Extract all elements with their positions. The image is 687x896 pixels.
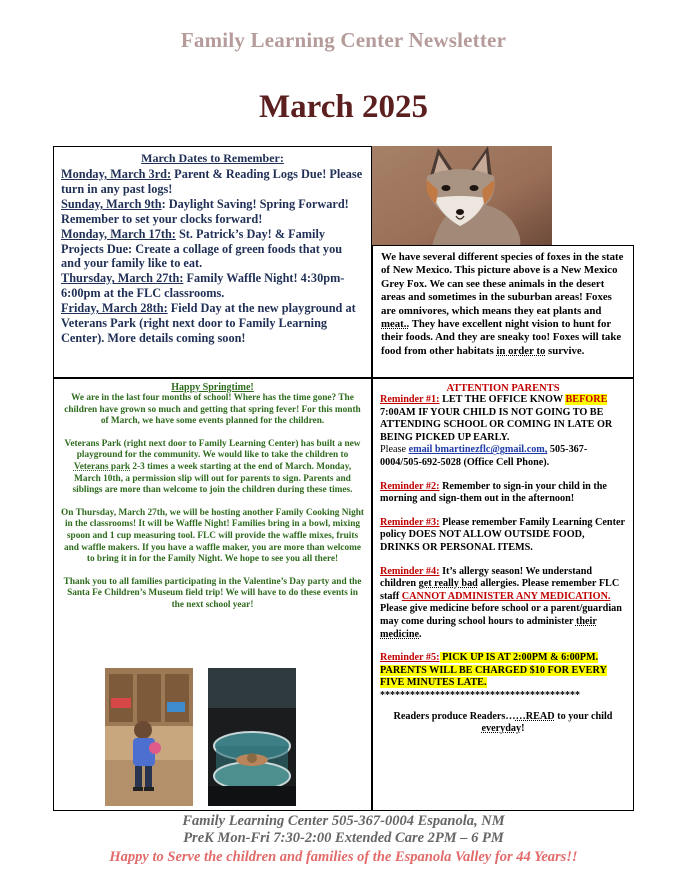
date-item: Monday, March 17th: St. Patrick’s Day! & Family Projects Due: Create a collage of green foods that you and your family like to eat. [61, 226, 343, 271]
march-dates-box [53, 146, 372, 378]
date-item: Sunday, March 9th: Daylight Saving! Spring Forward! Remember to set your clocks forward! [61, 196, 349, 226]
thank-you-paragraph: Thank you to all families participating in the Valentine’s Day party and the Santa Fe Children’s Museum field trip! We will have to do these events in the next school year! [63, 576, 362, 610]
springtime-heading: Happy Springtime! [171, 382, 254, 393]
date-item: Friday, March 28th: Field Day at the new playground at Veterans Park (right next door to Family Learning Center). More details coming soon! [61, 301, 356, 345]
child-photo [105, 668, 193, 806]
dates-heading: March Dates to Remember: [141, 151, 284, 165]
month-title: March 2025 [259, 89, 428, 125]
fox-photo [372, 146, 552, 246]
date-item: Thursday, March 27th: Family Waffle Night! 4:30pm-6:00pm at the FLC classrooms. [61, 271, 345, 301]
footer-contact: Family Learning Center 505-367-0004 Espanola, NM [182, 813, 505, 829]
reminder-5: Reminder #5: PICK UP IS AT 2:00PM & 6:00PM. PARENTS WILL BE CHARGED $10 FOR EVERY FIVE MINUTES LATE. [380, 652, 607, 689]
reminder-1: Reminder #1: LET THE OFFICE KNOW BEFORE 7:00AM IF YOUR CHILD IS NOT GOING TO BE ATTENDING SCHOOL OR COMING IN LATE OR BEING PICKED UP EARLY. Please email bmartinezflc@gmail.com, 505-367-0004/505-692-5028 (Office Cell Phone). [380, 394, 613, 468]
office-email-link[interactable]: email bmartinezflc@gmail.com, [408, 444, 548, 456]
waffle-night-paragraph: On Thursday, March 27th, we will be hosting another Family Cooking Night in the classrooms! It will be Waffle Night! Families bring in a bowl, mixing spoon and 1 cup measuring tool. FLC will provide the waffle mixes, fruits and waffle makers. If you have a waffle maker, you are more than welcome to bring it in for the Family Night. We hope to see you all there! [61, 507, 364, 565]
attention-heading: ATTENTION PARENTS [446, 383, 560, 394]
readers-line: Readers produce Readers……READ to your child everyday! [393, 710, 613, 735]
stars-divider: **************************************** [380, 689, 580, 701]
newsletter-title: Family Learning Center Newsletter [180, 28, 507, 52]
fox-paragraph: We have several different species of foxes in the state of New Mexico. This picture above is a New Mexico Grey Fox. We can see these animals in the desert areas and sometimes in the suburban areas! Foxes are omnivores, which means they eat plants and meat.. They have excellent night vision to hunt for their foods. And they are sneaky too! Foxes will take food from other habitats in order to survive. [381, 251, 624, 357]
springtime-paragraph: We are in the last four months of school! Where has the time gone? The children have grown so much and getting that spring fever! For this month of March, we have some events planned for the children. [64, 393, 361, 427]
field-trip-photo [208, 668, 296, 806]
reminder-4: Reminder #4: It’s allergy season! We understand children get really bad allergies. Please remember FLC staff CANNOT ADMINISTER ANY MEDICATION. Please give medicine before school or a parent/guardian may come during school hours to administer their medicine. [380, 565, 622, 640]
attention-parents-box [372, 378, 634, 811]
footer-tagline: Happy to Serve the children and families of the Espanola Valley for 44 Years!! [109, 849, 578, 865]
footer-hours: PreK Mon-Fri 7:30-2:00 Extended Care 2PM – 6 PM [183, 830, 504, 846]
playground-paragraph: Veterans Park (right next door to Family Learning Center) has built a new playground for the community. We would like to take the children to Veterans park 2-3 times a week starting at the end of March. Monday, March 10th, a permission slip will out for parents to sign. Parents and siblings are more than welcome to join the children during these times. [64, 438, 361, 496]
date-item: Monday, March 3rd: Parent & Reading Logs Due! Please turn in any past logs! [61, 167, 363, 196]
reminder-3: Reminder #3: Please remember Family Learning Center policy DOES NOT ALLOW OUTSIDE FOOD, DRINKS OR PERSONAL ITEMS. [380, 516, 625, 553]
reminder-2: Reminder #2: Remember to sign-in your child in the morning and sign-them out in the afternoon! [380, 480, 607, 505]
fox-info-box [372, 245, 634, 378]
